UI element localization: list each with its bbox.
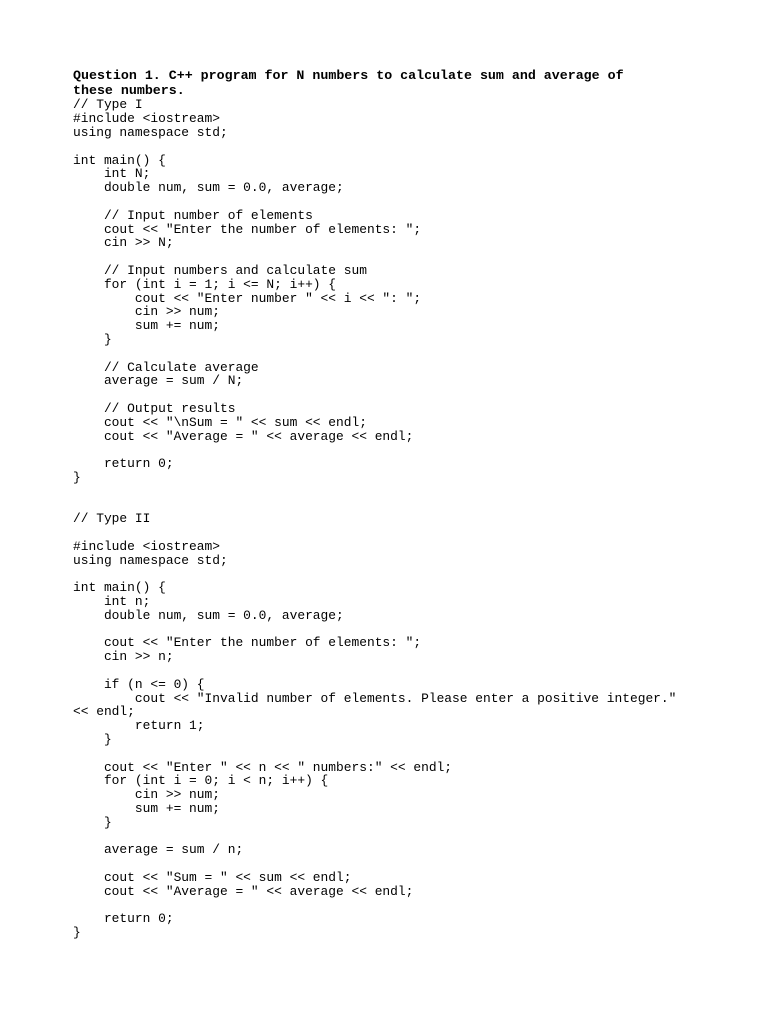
- code-listing: // Type I #include <iostream> using namespace std; int main() { int N; double num, sum = 0.0, average; // Input number of elements cout << "Enter the number of elements: "; cin >> N; // Input numbers and calculate sum for (int i = 1; i <= N; i++) { cout << "Enter number " << i << ": "; cin >> num; sum += num; } // Calculate average average = sum / N; // Output results cout << "\nSum = " << sum << endl; cout << "Average = " << average << endl; return 0; } // Type II #include <iostream> using namespace std; int main() { int n; double num, sum = 0.0, average; cout << "Enter the number of elements: "; cin >> n; if (n <= 0) { cout << "Invalid number of elements. Please enter a positive integer." << endl; return 1; } cout << "Enter " << n << " numbers:" << endl; for (int i = 0; i < n; i++) { cin >> num; sum += num; } average = sum / n; cout << "Sum = " << sum << endl; cout << "Average = " << average << endl; return 0; }: [73, 97, 677, 941]
- document-page: [73, 68, 713, 940]
- question-title: Question 1. C++ program for N numbers to calculate sum and average of these numbers.: [73, 68, 624, 99]
